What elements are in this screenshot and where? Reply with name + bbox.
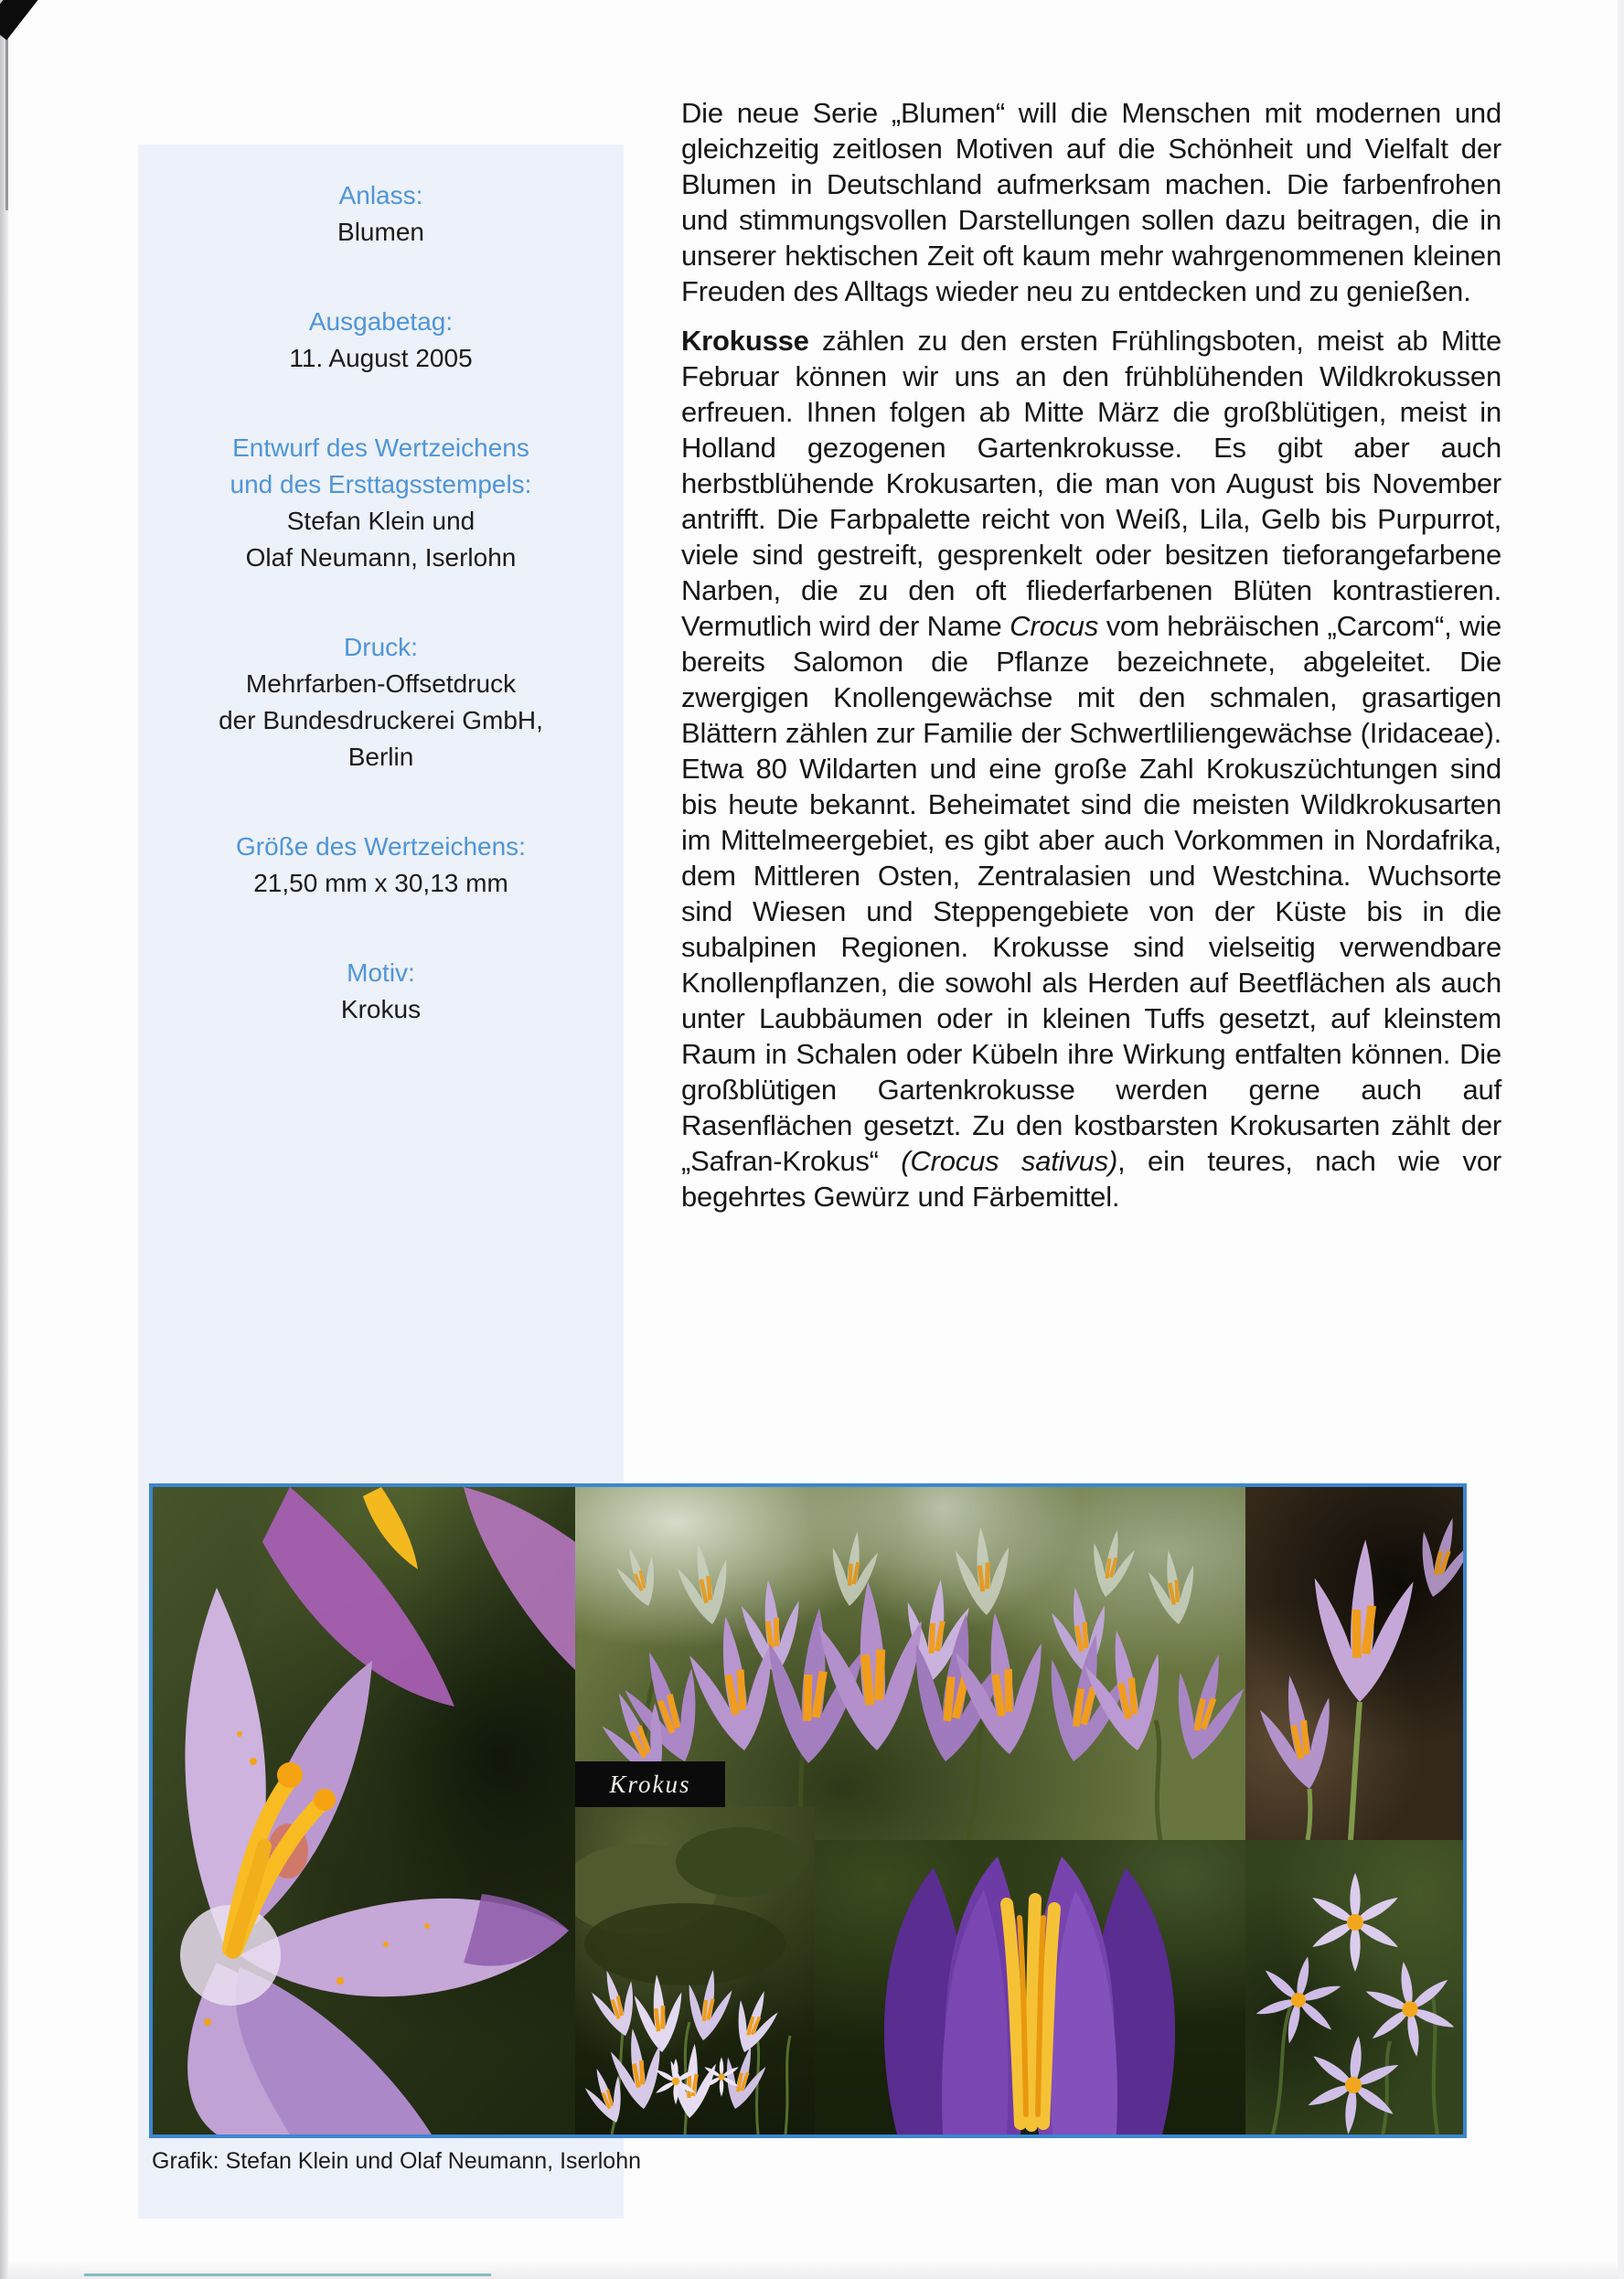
lead-word: Krokusse	[681, 325, 809, 357]
scan-left-edge	[0, 0, 8, 2279]
photo-left-crocus-closeup	[153, 1487, 575, 2135]
photo-purple-crocus-closeup	[815, 1840, 1245, 2135]
info-label: Größe des Wertzeichens:	[236, 832, 526, 861]
latin-name: Crocus	[1010, 610, 1099, 642]
photo-two-crocuses-soil	[1245, 1487, 1463, 1840]
info-value: 11. August 2005	[289, 344, 473, 372]
body-segment: , ein teures, nach wie vor begehrtes Gewürz und Färbemittel.	[681, 1145, 1502, 1213]
info-block-groesse	[147, 829, 614, 902]
info-value: der Bundesdruckerei GmbH,	[219, 706, 543, 734]
crocus-illustration	[575, 1807, 815, 2135]
crocus-illustration	[1245, 1840, 1463, 2135]
info-block-motiv	[147, 955, 614, 1028]
info-value: Berlin	[347, 743, 414, 771]
latin-name: (Crocus sativus)	[901, 1145, 1118, 1177]
info-block-anlass	[147, 177, 614, 251]
krokusse-paragraph	[681, 323, 1501, 1214]
crocus-illustration	[815, 1840, 1245, 2135]
intro-paragraph	[681, 95, 1501, 309]
scan-corner-mark	[0, 0, 46, 40]
photo-rocks-small-crocuses	[575, 1807, 815, 2135]
body-segment: zählen zu den ersten Frühlingsboten, meist ab Mitte Februar können wir uns an den frühblühenden Wildkrokussen erfreuen. Ihnen folgen ab Mitte März die großblütigen, meist in Holland gezogenen Gartenkrokusse. Es gibt aber auch herbstblühende Krokusarten, die man von August bis November antrifft. Die Farbpalette reicht von Weiß, Lila, Gelb bis Purpurrot, viele sind gestreift, gesprenkelt oder besitzen tieforangefarbene Narben, die zu den oft fliederfarbenen Blüten kontrastieren. Vermutlich wird der Name	[681, 325, 1501, 642]
info-block-entwurf	[147, 430, 614, 576]
stamp-label-text: Krokus	[609, 1770, 691, 1798]
crocus-photo-collage	[149, 1483, 1467, 2138]
photo-star-crocuses	[1245, 1840, 1463, 2135]
info-label: Motiv:	[347, 958, 415, 987]
info-value: 21,50 mm x 30,13 mm	[253, 869, 508, 897]
scan-right-edge	[1618, 0, 1624, 2279]
info-label: und des Ersttagsstempels:	[230, 470, 532, 498]
info-value: Krokus	[340, 995, 422, 1023]
info-block-druck	[147, 629, 614, 776]
info-block-ausgabetag	[147, 304, 614, 377]
crocus-illustration	[1245, 1487, 1463, 1840]
scan-bottom-shadow	[0, 2261, 1624, 2279]
info-label: Druck:	[344, 633, 418, 661]
info-value: Blumen	[337, 218, 424, 246]
info-label: Ausgabetag:	[308, 307, 454, 336]
info-label: Anlass:	[338, 181, 423, 209]
stamp-label	[575, 1761, 725, 1807]
crocus-illustration	[153, 1487, 575, 2135]
intro-text: Die neue Serie „Blumen“ will die Menschen mit modernen und gleichzeitig zeitlosen Motiven auf die Schönheit und Vielfalt der Blumen in Deutschland aufmerksam machen. Die farbenfrohen und stimmungsvollen Darstellungen sollen dazu beitragen, die in unserer hektischen Zeit oft kaum mehr wahrgenommenen kleinen Freuden des Alltags wieder neu zu entdecken und zu genießen.	[681, 97, 1501, 307]
info-value: Olaf Neumann, Iserlohn	[245, 543, 517, 572]
photo-caption: Grafik: Stefan Klein und Olaf Neumann, Iserlohn	[152, 2148, 642, 2174]
info-label: Entwurf des Wertzeichens	[232, 433, 529, 462]
scan-teal-line	[84, 2274, 491, 2276]
info-value: Stefan Klein und	[286, 507, 475, 535]
article-text	[681, 95, 1501, 1228]
info-value: Mehrfarben-Offsetdruck	[245, 669, 517, 698]
body-segment: vom hebräischen „Carcom“, wie bereits Salomon die Pflanze bezeichnete, abgeleitet. Die zwergigen Knollengewächse mit den schmalen, grasartigen Blättern zählen zur Familie der Schwertliliengewächse (Iridaceae). Etwa 80 Wildarten und eine große Zahl Krokuszüchtungen sind bis heute bekannt. Beheimatet sind die meisten Wildkrokusarten im Mittelmeergebiet, es gibt aber auch Vorkommen in Nordafrika, dem Mittleren Osten, Zentralasien und Westchina. Wuchsorte sind Wiesen und Steppengebiete von der Küste bis in die subalpinen Regionen. Krokusse sind vielseitig verwendbare Knollenpflanzen, die sowohl als Herden auf Beetflächen als auch unter Laubbäumen oder in kleinen Tuffs gesetzt, auf kleinstem Raum in Schalen oder Kübeln ihre Wirkung entfalten können. Die großblütigen Gartenkrokusse werden gerne auch auf Rasenflächen gesetzt. Zu den kostbarsten Krokusarten zählt der „Safran-Krokus“	[681, 610, 1501, 1177]
